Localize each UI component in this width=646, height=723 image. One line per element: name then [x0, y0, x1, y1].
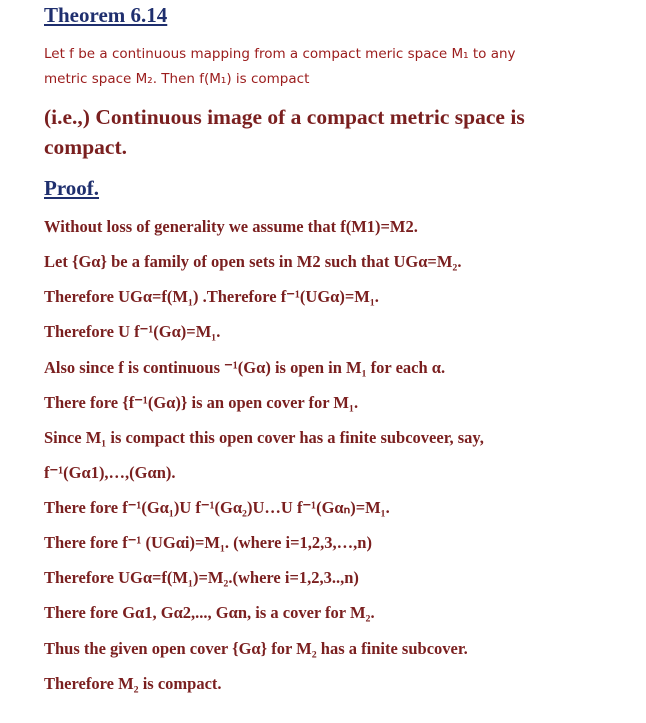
theorem-title: Theorem 6.14: [44, 3, 168, 27]
proof-line: There fore f⁻¹ (UGαi)=M₁. (where i=1,2,3,…,n): [44, 533, 372, 552]
proof-line: Therefore UGα=f(M₁) .Therefore f⁻¹(UGα)=M₁.: [44, 287, 379, 306]
restatement-line-1: (i.e.,) Continuous image of a compact metric space is: [44, 105, 525, 129]
proof-title: Proof.: [44, 176, 100, 200]
proof-line: There fore f⁻¹(Gα₁)U f⁻¹(Gα₂)U…U f⁻¹(Gαₙ)=M₁.: [44, 498, 390, 517]
proof-line: Let {Gα} be a family of open sets in M2 such that UGα=M₂.: [44, 252, 462, 271]
proof-line: Therefore U f⁻¹(Gα)=M₁.: [44, 322, 221, 341]
proof-line: Since M₁ is compact this open cover has a finite subcoveer, say,: [44, 428, 484, 447]
proof-line: Without loss of generality we assume that f(M1)=M2.: [44, 217, 418, 236]
proof-line: f⁻¹(Gα1),…,(Gαn).: [44, 463, 176, 482]
proof-line: Also since f is continuous ⁻¹(Gα) is open in M₁ for each α.: [44, 358, 446, 377]
proof-line: Therefore M₂ is compact.: [44, 674, 222, 693]
proof-line: Thus the given open cover {Gα} for M₂ has a finite subcover.: [44, 639, 468, 658]
statement-line-2: metric space M₂. Then f(M₁) is compact: [44, 71, 310, 87]
proof-line: There fore Gα1, Gα2,..., Gαn, is a cover for M₂.: [44, 603, 375, 622]
proof-line: There fore {f⁻¹(Gα)} is an open cover for M₁.: [44, 393, 359, 412]
restatement-line-2: compact.: [44, 135, 127, 159]
proof-line: Therefore UGα=f(M₁)=M₂.(where i=1,2,3..,n): [44, 568, 359, 587]
statement-line-1: Let f be a continuous mapping from a compact meric space M₁ to any: [44, 46, 516, 62]
